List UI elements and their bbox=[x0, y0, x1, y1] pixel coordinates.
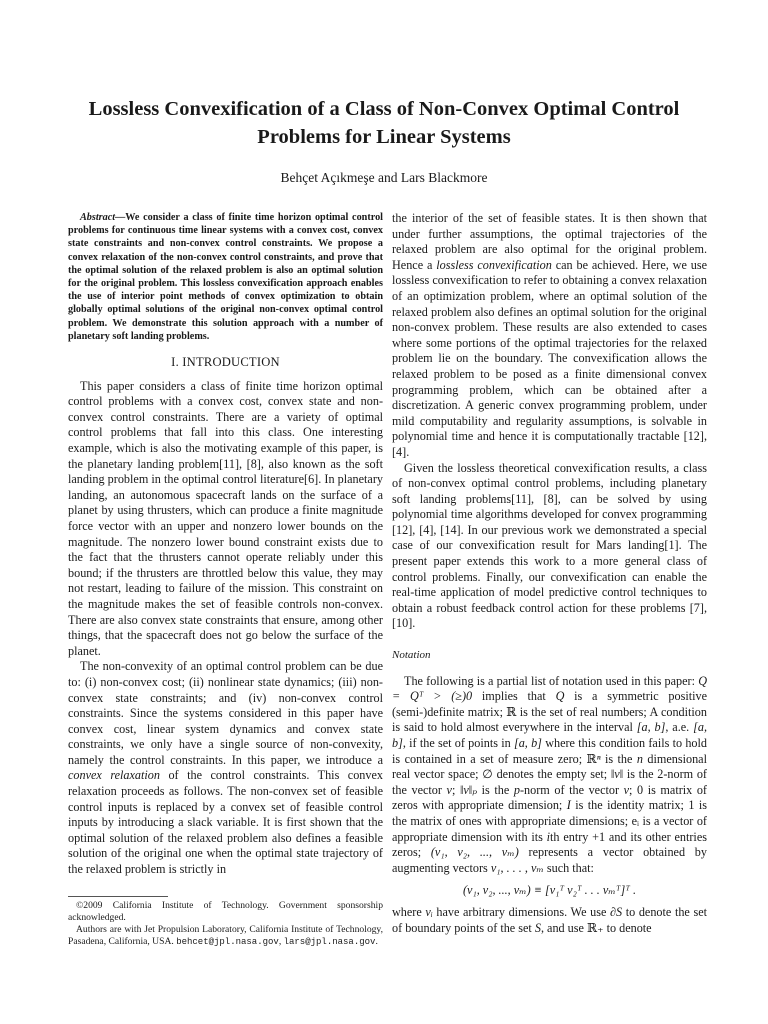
math-inline: Q bbox=[555, 689, 565, 704]
text-run: have arbitrary dimensions. We use bbox=[432, 904, 610, 919]
emphasis-convex-relaxation: convex relaxation bbox=[68, 768, 160, 783]
math-inline: ‖v‖ₚ bbox=[459, 782, 478, 797]
footnote-copyright: ©2009 California Institute of Technology. Government sponsorship acknowledged. bbox=[68, 900, 383, 923]
text-run: The following is a partial list of notation used in this paper: bbox=[404, 673, 699, 688]
intro-paragraph-4: Given the lossless theoretical convexification results, a class of non-convex optimal control problems, including planetary soft landing problems[11], [8], can be solved by using polynomial time algorithms developed for convex programming [12], [4], [14]. In our previous work we demonstrated a special case of our convexification result for Mars landing[1]. The present paper extends this work to a more general class of control problems. Finally, our convexification can enable the real-time application of model predictive control techniques to obtain a robust feedback control action for these problems [7], [10]. bbox=[392, 460, 707, 631]
section-heading-introduction: I. INTRODUCTION bbox=[171, 355, 280, 370]
title-line-1: Lossless Convexification of a Class of Non-Convex Optimal Control bbox=[88, 98, 680, 120]
text-run: can be achieved. Here, we use lossless convexification to refer to obtaining a convex relaxation of an optimization problem, where an optimal solution of the relaxed problem also defines an optimal solution for the original non-convex problem. These results are also extended to cases where some portions of the optimal trajectories for the relaxed problem lie on the boundary. The convexification allows the relaxed problem to be posed as a finite dimensional convex programming problem, which can be obtained after a discretization. A generic convex programming problem, under mild computability and regularity assumptions, is solvable in polynomial time and hence it is computationally tractable [12], [4]. bbox=[392, 257, 707, 459]
text-run: implies that bbox=[472, 689, 556, 704]
title-line-2: Problems for Linear Systems bbox=[257, 126, 511, 148]
text-run: , a.e. bbox=[665, 720, 694, 735]
text-run: is the 2-norm of the vector bbox=[392, 767, 707, 797]
text-run: ; bbox=[451, 782, 460, 797]
notation-paragraph-continued bbox=[392, 905, 707, 936]
intro-paragraph-2 bbox=[68, 659, 383, 877]
math-inline: n bbox=[636, 751, 643, 766]
text-run: The non-convexity of an optimal control problem can be due to: (i) non-convex cost; (ii) nonlinear state dynamics; (iii) non-convex state constraints; and (iv) non-convex control constraints. Since the systems considered in this paper have convex cost, linear system dynamics and convex state constraints, we only have a single source of non-convexity, namely the control constraints. In this paper, we introduce a bbox=[68, 659, 383, 767]
abstract bbox=[68, 211, 383, 343]
math-inline: I bbox=[566, 798, 571, 813]
notation-paragraph bbox=[392, 674, 707, 877]
math-inline: v bbox=[446, 782, 452, 797]
text-run: -norm of the vector bbox=[519, 782, 624, 797]
math-inline: (v₁, v₂, ..., vₘ) bbox=[430, 845, 519, 860]
authors: Behçet Açıkmeşe and Lars Blackmore bbox=[280, 170, 488, 185]
text-run: is the identity matrix; 1 is the matrix of ones with appropriate dimensions; eᵢ is a vector of appropriate dimension with its bbox=[392, 798, 707, 844]
footnote-affiliation bbox=[68, 924, 383, 948]
text-run: such that: bbox=[543, 860, 594, 875]
text-run: , bbox=[278, 936, 284, 947]
text-run: , and use ℝ₊ to denote bbox=[540, 920, 652, 935]
text-run: represents a vector obtained by augmenting vectors bbox=[392, 845, 707, 875]
email-link-2[interactable]: lars@jpl.nasa.gov bbox=[283, 937, 376, 947]
math-inline: vᵢ bbox=[425, 904, 433, 919]
footnote-rule bbox=[68, 896, 168, 897]
abstract-label: Abstract— bbox=[80, 212, 126, 223]
math-inline: p bbox=[513, 782, 520, 797]
text-run: dimensional real vector space; ∅ denotes the empty set; bbox=[392, 751, 707, 782]
math-inline: S bbox=[534, 920, 541, 935]
left-column bbox=[68, 211, 383, 878]
subsection-heading-notation: Notation bbox=[392, 649, 431, 662]
abstract-text: We consider a class of finite time horizon optimal control problems for continuous time linear systems with a convex cost, convex state constraints and non-convex control constraints. We propose a convex relaxation of the non-convex control constraints, and prove that the optimal solution of the relaxed problem is also an optimal solution for the original problem. This lossless convexification approach enables the use of interior point methods of convex optimization to obtain globally optimal solutions of the original non-convex optimal control problem. We demonstrate this solution approach with a number of planetary soft landing problems. bbox=[68, 212, 383, 342]
math-inline: v bbox=[623, 782, 630, 797]
math-inline: v₁, . . . , vₘ bbox=[490, 860, 544, 875]
math-inline: Q = Qᵀ > (≥)0 bbox=[392, 673, 707, 704]
math-inline: ∂S bbox=[609, 904, 623, 919]
footnote bbox=[68, 896, 383, 948]
math-inline: [a, b] bbox=[513, 736, 542, 750]
emphasis-lossless-convexification: lossless convexification bbox=[436, 257, 552, 272]
math-inline: ‖v‖ bbox=[610, 767, 624, 782]
math-inline: ⁿ bbox=[596, 751, 601, 766]
math-inline: [a, b] bbox=[636, 720, 666, 735]
text-run: the interior of the set of feasible states. It is then shown that under further assumptions, the optimal trajectories of the relaxed problem are also optimal for the original problem. Hence a bbox=[392, 211, 707, 272]
text-run: is the bbox=[477, 782, 514, 797]
math-inline: i bbox=[546, 829, 551, 844]
email-link-1[interactable]: behcet@jpl.nasa.gov bbox=[176, 937, 279, 947]
right-column bbox=[392, 211, 707, 936]
text-run: Authors are with Jet Propulsion Laboratory, California Institute of Technology, Pasadena, California, USA. bbox=[68, 924, 383, 947]
text-run: , if the set of points in bbox=[402, 736, 514, 750]
text-run: to denote the set of boundary points of the set bbox=[392, 904, 707, 935]
display-equation: (v₁, v₂, ..., vₘ) ≡ [v₁ᵀ v₂ᵀ . . . vₘᵀ]ᵀ . bbox=[463, 883, 636, 898]
intro-paragraph-1: This paper considers a class of finite time horizon optimal control problems with a convex cost, convex state and non-convex control constraints. There are a variety of optimal control problems that fall into this class. One interesting example, which is also the motivating example of this paper, is the planetary landing problem[11], [8], also known as the soft landing problem in the optimal control literature[6]. In planetary landing, an autonomous spacecraft lands on the surface of a planet by using thrusters, which can produce a finite magnitude force vector with an upper and nonzero lower bounds on the magnitude. The nonzero lower bound constraint exists due to the fact that the thrusters cannot operate reliably under this bound; if the thrusters are throttled below this value, they may not restart, leading to failure of the mission. This constraint on the magnitude makes the set of feasible controls non-convex. There are also convex state constraints that ensure, among other things, that the spacecraft does not go below the surface of the planet. bbox=[68, 378, 383, 658]
text-run: where bbox=[392, 904, 426, 919]
intro-paragraph-3 bbox=[392, 211, 707, 461]
text-run: is a symmetric positive (semi-)definite matrix; ℝ is the set of real numbers; A condition is said to hold almost everywhere in the interval bbox=[392, 689, 707, 735]
text-run: th entry +1 and its other entries zeros; bbox=[392, 829, 707, 860]
math-inline: [a, b] bbox=[392, 720, 707, 750]
text-run: of the control constraints. This convex relaxation proceeds as follows. The non-convex set of feasible control inputs is replaced by a convex set of feasible control inputs by introducing a slack variable. It is first shown that the optimal solution of the relaxed problem also defines a feasible solution of the original one when the optimal state trajectory of the relaxed problem is strictly in bbox=[68, 768, 383, 877]
text-run: . bbox=[375, 936, 378, 947]
text-run: is the bbox=[600, 751, 637, 766]
text-run: ; 0 is matrix of zeros with appropriate dimension; bbox=[392, 782, 707, 813]
paper-title bbox=[60, 95, 708, 151]
text-run: where this condition fails to hold is contained in a set of measure zero; ℝ bbox=[392, 736, 707, 766]
